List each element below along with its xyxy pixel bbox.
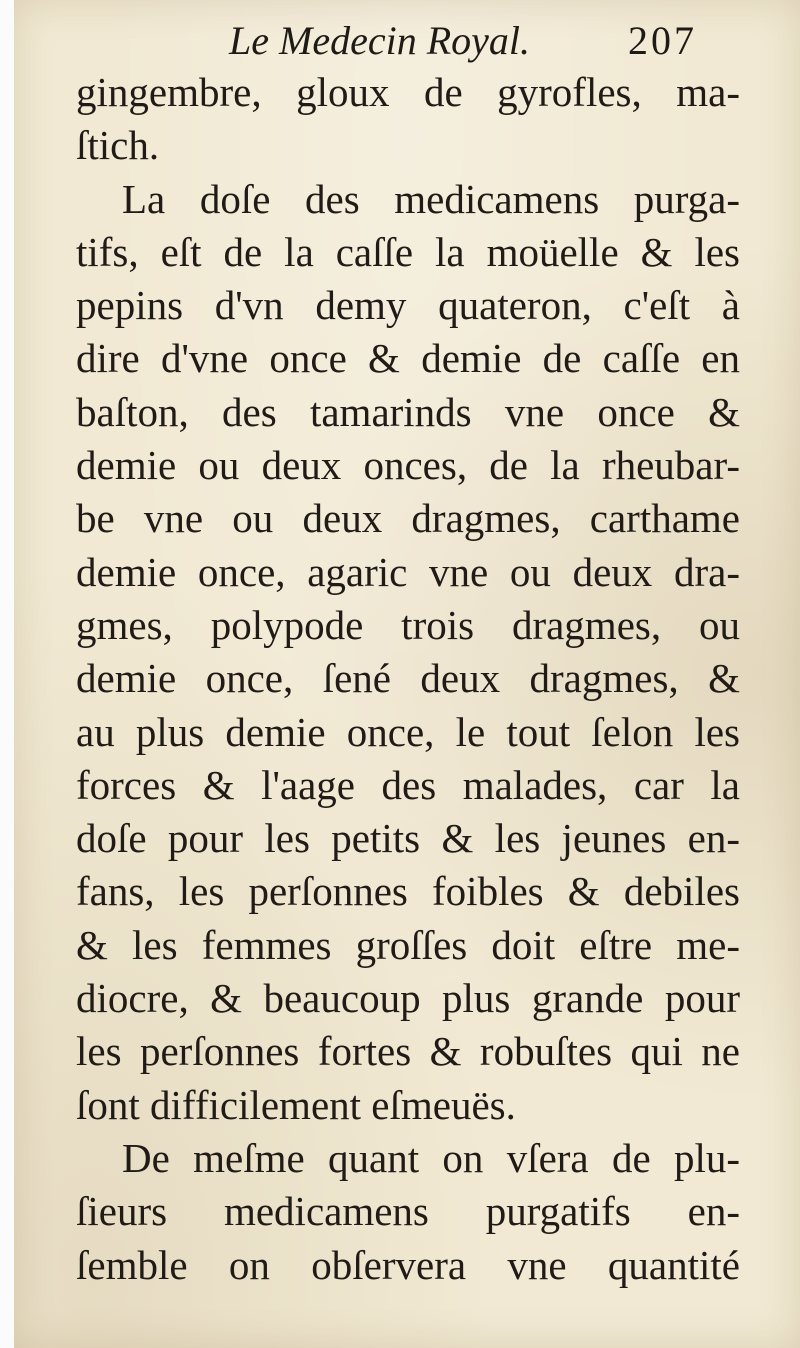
text-line: les perſonnes fortes & robuſtes qui ne	[76, 1028, 740, 1075]
text-line: & les femmes groſſes doit eſtre me-	[76, 921, 740, 968]
text-line: ſemble on obſervera vne quantité	[76, 1241, 740, 1288]
text-line: pepins d'vn demy quateron, c'eſt à	[76, 282, 740, 329]
running-title: Le Medecin Royal.	[229, 18, 530, 63]
text-line: demie once, agaric vne ou deux dra-	[76, 548, 740, 595]
text-line: La doſe des medicamens purga-	[122, 175, 740, 222]
text-line: demie once, ſené deux dragmes, &	[76, 655, 740, 702]
text-line: doſe pour les petits & les jeunes en-	[76, 815, 740, 862]
text-line: tifs, eſt de la caſſe la moüelle & les	[76, 228, 740, 275]
text-line: forces & l'aage des malades, car la	[76, 761, 740, 808]
page-edge	[0, 0, 15, 1348]
text-line: ſont difficilement eſmeuës.	[76, 1081, 516, 1128]
text-line: fans, les perſonnes foibles & debiles	[76, 868, 740, 915]
text-line: ſieurs medicamens purgatifs en-	[76, 1188, 740, 1235]
text-line: gingembre, gloux de gyrofles, ma-	[76, 69, 740, 115]
text-line: gmes, polypode trois dragmes, ou	[76, 601, 740, 648]
text-line: diocre, & beaucoup plus grande pour	[76, 975, 740, 1022]
running-head	[14, 14, 800, 68]
book-page	[14, 0, 800, 1348]
text-line: au plus demie once, le tout ſelon les	[76, 708, 740, 755]
text-line: ſtich.	[76, 122, 160, 169]
body-text	[76, 66, 740, 1292]
page-number: 207	[628, 18, 697, 63]
text-line: De meſme quant on vſera de plu-	[122, 1134, 740, 1181]
text-line: demie ou deux onces, de la rheubar-	[76, 442, 740, 489]
text-line: be vne ou deux dragmes, carthame	[76, 495, 740, 542]
text-line: baſton, des tamarinds vne once &	[76, 388, 740, 435]
text-line: dire d'vne once & demie de caſſe en	[76, 335, 740, 382]
